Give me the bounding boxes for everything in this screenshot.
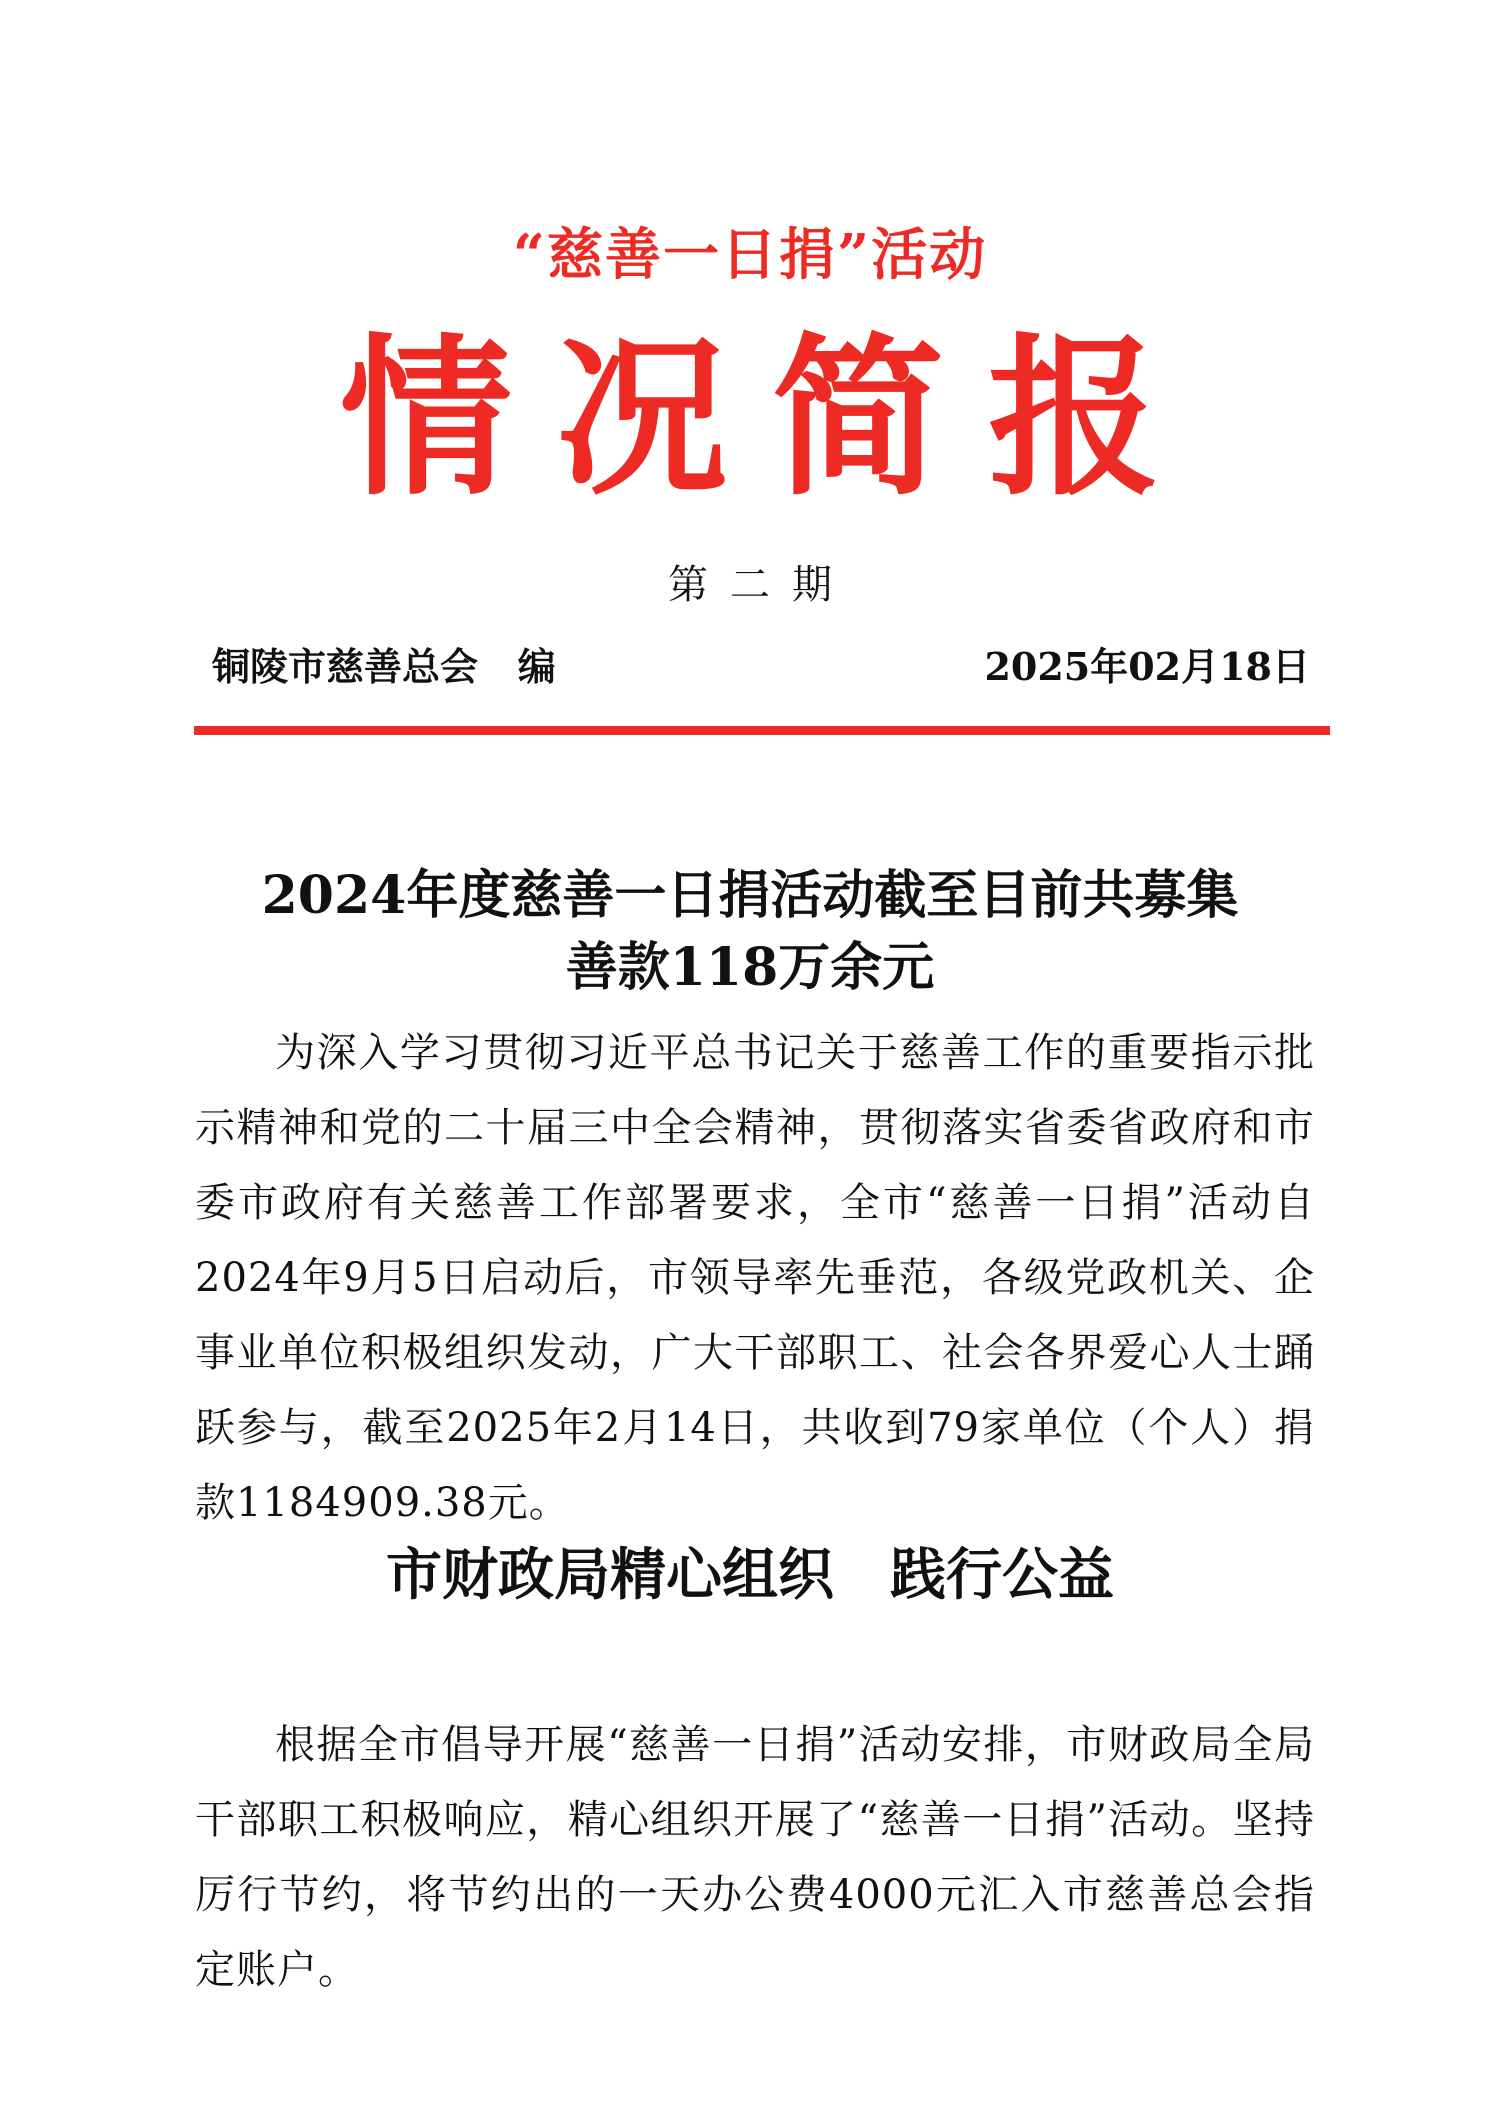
publish-date: 2025年02月18日 — [984, 644, 1310, 689]
article-title-line1: 2024年度慈善一日捐活动截至目前共募集 — [261, 865, 1239, 926]
header-divider — [194, 726, 1330, 735]
editor-line: 铜陵市慈善总会 编 — [212, 644, 556, 689]
section-paragraph: 根据全市倡导开展“慈善一日捐”活动安排，市财政局全局干部职工积极响应，精心组织开展了“慈善一日捐”活动。坚持厉行节约，将节约出的一天办公费4000元汇入市慈善总会指定账户。 — [195, 1722, 1315, 1993]
section-title: 市财政局精心组织 践行公益 — [386, 1542, 1114, 1608]
article-paragraph: 为深入学习贯彻习近平总书记关于慈善工作的重要指示批示精神和党的二十届三中全会精神，贯彻落实省委省政府和市委市政府有关慈善工作部署要求，全市“慈善一日捐”活动自2024年9月5日启动后，市领导率先垂范，各级党政机关、企事业单位积极组织发动，广大干部职工、社会各界爱心人士踊跃参与，截至2025年2月14日，共收到79家单位（个人）捐款1184909.38元。 — [195, 1030, 1315, 1526]
article-title — [190, 860, 1310, 1004]
issue-number: 第二期 — [668, 562, 854, 608]
article-title-line2: 善款118万余元 — [565, 937, 935, 998]
bulletin-masthead: 情况简报 — [340, 316, 1204, 519]
bulletin-subtitle: “慈善一日捐”活动 — [512, 222, 988, 288]
